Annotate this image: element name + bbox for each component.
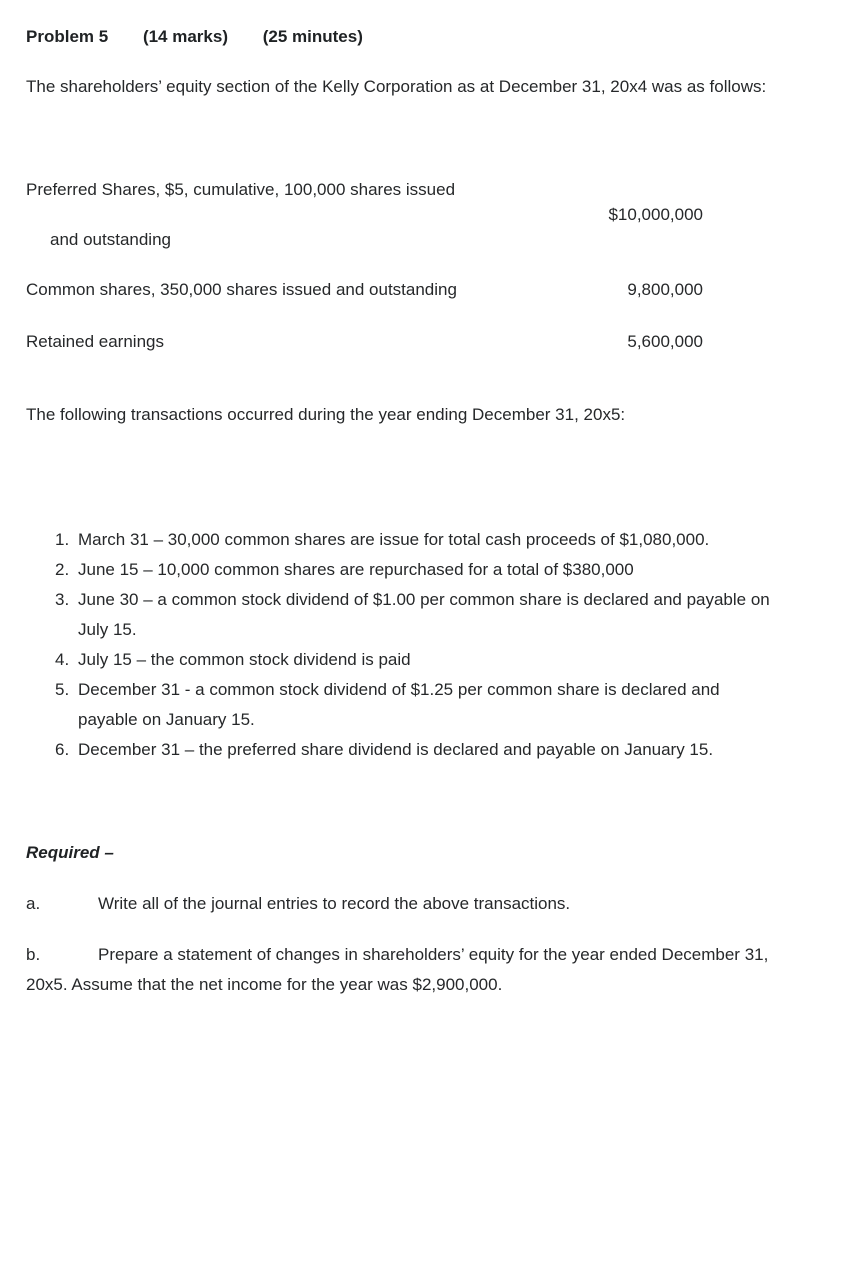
document-content	[26, 22, 771, 1000]
required-item-b	[26, 940, 771, 1000]
common-shares-amount: 9,800,000	[627, 280, 703, 299]
equity-row-label	[26, 175, 506, 255]
list-item	[55, 645, 771, 675]
list-item-text: December 31 – the preferred share dividend is declared and payable on January 15.	[78, 740, 714, 759]
table-row	[26, 175, 703, 255]
list-item	[55, 735, 771, 765]
required-item-letter: a.	[26, 894, 41, 913]
list-item-text: July 15 – the common stock dividend is paid	[78, 650, 411, 669]
required-heading: Required –	[26, 843, 114, 862]
equity-table	[26, 175, 703, 357]
list-item-number: 1.	[55, 530, 70, 549]
list-item-number: 2.	[55, 560, 70, 579]
required-item-text: Prepare a statement of changes in shareholders’ equity for the year ended December 31, 20x5. Assume that the net income for the year was $2,900,000.	[26, 945, 769, 994]
list-item-text: December 31 - a common stock dividend of $1.25 per common share is declared and payable on January 15.	[78, 680, 720, 729]
list-item	[55, 675, 771, 735]
list-item	[55, 555, 771, 585]
required-item-text: Write all of the journal entries to record the above transactions.	[98, 894, 571, 913]
required-item-a	[26, 889, 771, 919]
transactions-intro: The following transactions occurred during the year ending December 31, 20x5:	[26, 405, 626, 424]
list-item-number: 6.	[55, 740, 70, 759]
retained-earnings-label: Retained earnings	[26, 332, 164, 351]
problem-number: Problem 5	[26, 27, 109, 46]
list-item-number: 5.	[55, 680, 70, 699]
list-item	[55, 525, 771, 555]
list-item-text: March 31 – 30,000 common shares are issue for total cash proceeds of $1,080,000.	[78, 530, 710, 549]
list-item-number: 4.	[55, 650, 70, 669]
list-item-text: June 15 – 10,000 common shares are repurchased for a total of $380,000	[78, 560, 634, 579]
retained-earnings-amount: 5,600,000	[627, 332, 703, 351]
preferred-shares-label: Preferred Shares, $5, cumulative, 100,000 shares issued	[26, 180, 456, 199]
list-item	[55, 585, 771, 645]
list-item-text: June 30 – a common stock dividend of $1.00 per common share is declared and payable on July 15.	[78, 590, 770, 639]
common-shares-label: Common shares, 350,000 shares issued and outstanding	[26, 280, 457, 299]
required-item-letter: b.	[26, 945, 41, 964]
preferred-shares-amount: $10,000,000	[608, 205, 703, 224]
problem-time: (25 minutes)	[262, 27, 363, 46]
preferred-shares-label-continued: and outstanding	[50, 230, 171, 249]
list-item-number: 3.	[55, 590, 70, 609]
intro-paragraph: The shareholders’ equity section of the Kelly Corporation as at December 31, 20x4 was as follows:	[26, 77, 767, 96]
table-row	[26, 327, 703, 357]
table-row	[26, 275, 703, 305]
problem-title	[26, 22, 771, 52]
transactions-list	[26, 525, 771, 765]
problem-marks: (14 marks)	[142, 27, 228, 46]
